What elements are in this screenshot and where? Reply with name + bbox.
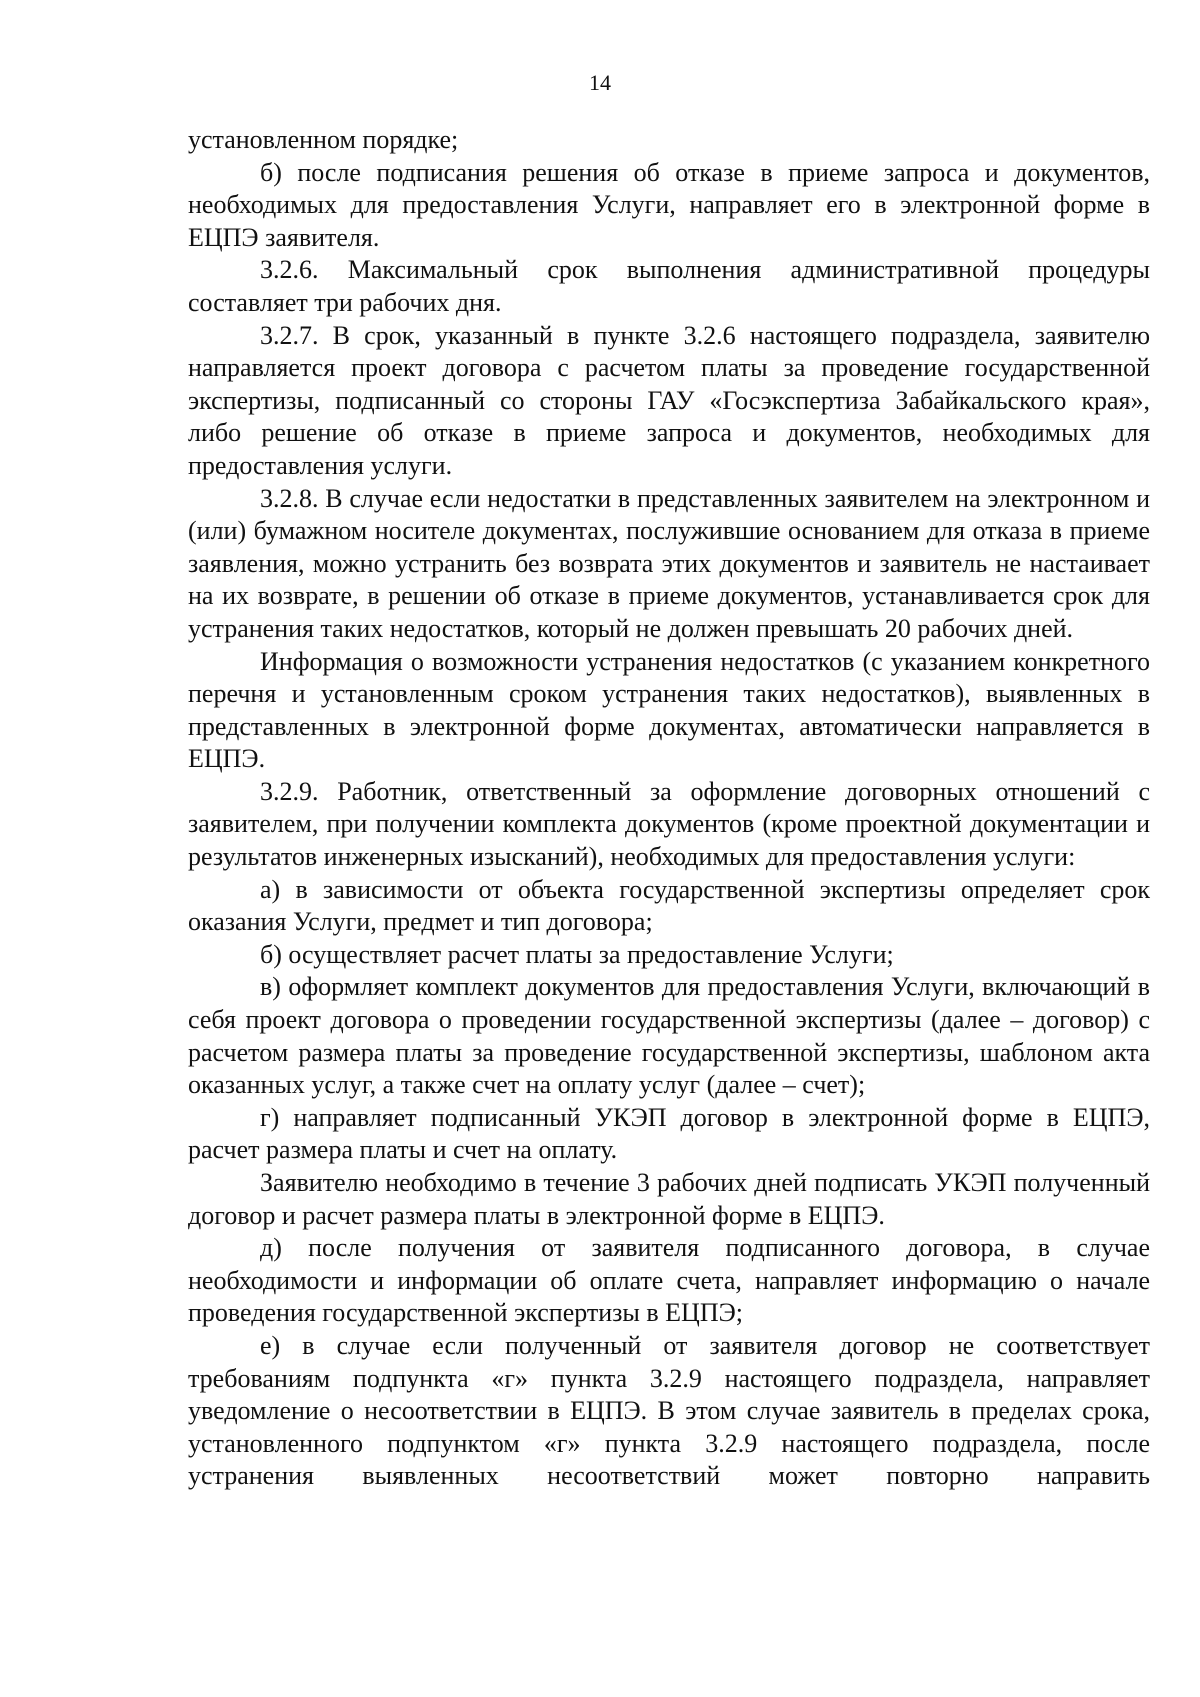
paragraph-3-2-7: 3.2.7. В срок, указанный в пункте 3.2.6 настоящего подраздела, заявителю направляется проект договора с расчетом платы за проведение государственной экспертизы, подписанный со стороны ГАУ «Госэкспертиза Забайкальского края», либо решение об отказе в приеме запроса и документов, необходимых для предоставления услуги. (188, 320, 1150, 480)
paragraph-item-b2: б) осуществляет расчет платы за предоставление Услуги; (260, 939, 894, 969)
paragraph-3-2-6: 3.2.6. Максимальный срок выполнения административной процедуры составляет три рабочих дня. (188, 255, 1150, 317)
paragraph-applicant-sign: Заявителю необходимо в течение 3 рабочих дней подписать УКЭП полученный договор и расчет размера платы в электронной форме в ЕЦПЭ. (188, 1168, 1150, 1230)
document-body (188, 124, 1150, 1493)
paragraph-item-d: д) после получения от заявителя подписанного договора, в случае необходимости и информации об оплате счета, направляет информацию о начале проведения государственной экспертизы в ЕЦПЭ; (188, 1233, 1150, 1328)
paragraph-3-2-9: 3.2.9. Работник, ответственный за оформление договорных отношений с заявителем, при получении комплекта документов (кроме проектной документации и результатов инженерных изысканий), необходимых для предоставления услуги: (188, 776, 1150, 872)
paragraph-item-e: е) в случае если полученный от заявителя договор не соответствует требованиям подпункта «г» пункта 3.2.9 настоящего подраздела, направляет уведомление о несоответствии в ЕЦПЭ. В этом случае заявитель в пределах срока, установленного подпунктом «г» пункта 3.2.9 настоящего подраздела, после устранения выявленных несоответствий может повторно направить (188, 1330, 1150, 1491)
paragraph-3-2-8: 3.2.8. В случае если недостатки в представленных заявителем на электронном и (или) бумажном носителе документах, послужившие основанием для отказа в приеме заявления, можно устранить без возврата этих документов и заявитель не настаивает на их возврате, в решении об отказе в приеме документов, устанавливается срок для устранения таких недостатков, который не должен превышать 20 рабочих дней. (188, 483, 1150, 643)
page-number: 14 (589, 70, 611, 95)
paragraph-item-a: а) в зависимости от объекта государственной экспертизы определяет срок оказания Услуги, предмет и тип договора; (188, 874, 1150, 937)
paragraph-item-b: б) после подписания решения об отказе в приеме запроса и документов, необходимых для предоставления Услуги, направляет его в электронной форме в ЕЦПЭ заявителя. (188, 157, 1150, 252)
paragraph-information: Информация о возможности устранения недостатков (с указанием конкретного перечня и установленным сроком устранения таких недостатков), выявленных в представленных в электронной форме документах, автоматически направляется в ЕЦПЭ. (188, 646, 1150, 774)
paragraph-continuation: установленном порядке; (188, 125, 459, 154)
paragraph-item-g: г) направляет подписанный УКЭП договор в электронной форме в ЕЦПЭ, расчет размера платы и счет на оплату. (188, 1102, 1150, 1165)
paragraph-item-v: в) оформляет комплект документов для предоставления Услуги, включающий в себя проект договора о проведении государственной экспертизы (далее – договор) с расчетом размера платы за проведение государственной экспертизы, шаблоном акта оказанных услуг, а также счет на оплату услуг (далее – счет); (188, 972, 1150, 1100)
